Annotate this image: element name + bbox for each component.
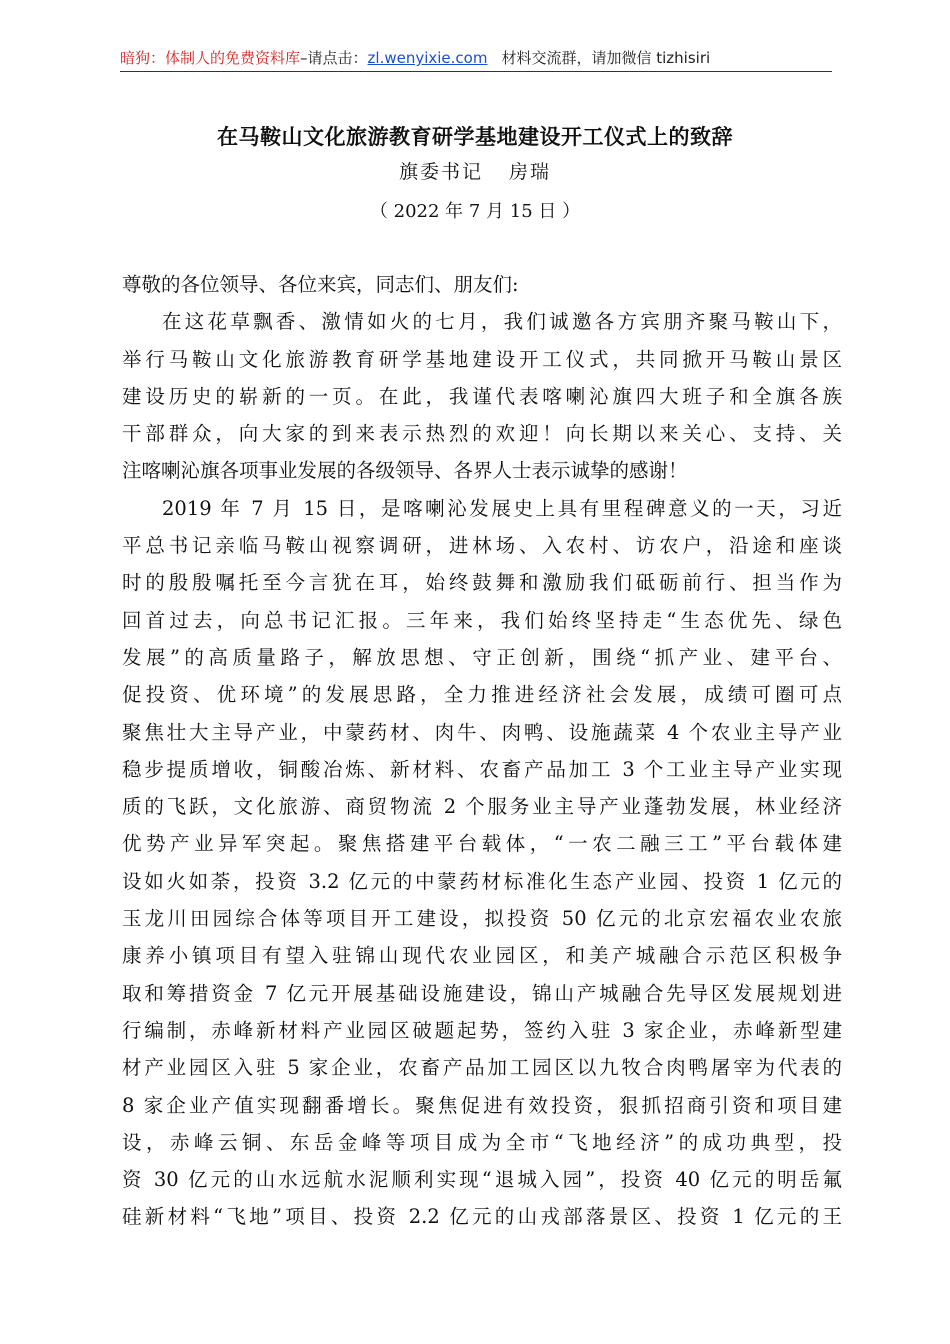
document-body — [122, 266, 842, 1236]
text-line: 建设历史的崭新的一页。在此，我谨代表喀喇沁旗四大班子和全旗各族 — [122, 384, 842, 408]
text-line: 行编制，赤峰新材料产业园区破题起势，签约入驻 3 家企业，赤峰新型建 — [122, 1018, 842, 1042]
text-line: 玉龙川田园综合体等项目开工建设，拟投资 50 亿元的北京宏福农业农旅 — [122, 907, 842, 931]
header-divider — [120, 71, 832, 72]
text-line: 回首过去，向总书记汇报。三年来，我们始终坚持走“生态优先、绿色 — [122, 608, 842, 632]
header-link[interactable]: zl.wenyixie.com — [367, 49, 488, 67]
text-line: 质的飞跃，文化旅游、商贸物流 2 个服务业主导产业蓬勃发展，林业经济 — [122, 795, 842, 819]
text-line: 平总书记亲临马鞍山视察调研，进林场、入农村、访农户，沿途和座谈 — [122, 534, 842, 558]
text-line: 取和筹措资金 7 亿元开展基础设施建设，锦山产城融合先导区发展规划进 — [122, 981, 842, 1005]
text-line: 聚焦壮大主导产业，中蒙药材、肉牛、肉鸭、设施蔬菜 4 个农业主导产业 — [122, 720, 842, 744]
author-name: 房瑞 — [509, 161, 552, 183]
text-line: 干部群众，向大家的到来表示热烈的欢迎！向长期以来关心、支持、关 — [122, 422, 842, 446]
header-prompt: –请点击： — [300, 49, 368, 67]
author-role: 旗委书记 — [398, 161, 483, 183]
page-header — [120, 46, 832, 70]
text-line: 资 30 亿元的山水远航水泥顺利实现“退城入园”，投资 40 亿元的明岳氟 — [122, 1168, 842, 1192]
text-line: 注喀喇沁旗各项事业发展的各级领导、各界人士表示诚挚的感谢！ — [122, 459, 688, 483]
document-author — [0, 156, 950, 188]
text-line: 优势产业异军突起。聚焦搭建平台载体，“一农二融三工”平台载体建 — [122, 832, 842, 856]
text-line: 设如火如荼，投资 3.2 亿元的中蒙药材标准化生态产业园、投资 1 亿元的 — [122, 869, 842, 893]
document-title: 在马鞍山文化旅游教育研学基地建设开工仪式上的致辞 — [217, 124, 733, 149]
header-group-note: 材料交流群，请加微信 tizhisiri — [501, 49, 711, 67]
text-line: 举行马鞍山文化旅游教育研学基地建设开工仪式，共同掀开马鞍山景区 — [122, 347, 842, 371]
text-line: 发展”的高质量路子，解放思想、守正创新，围绕“抓产业、建平台、 — [122, 645, 842, 669]
text-line: 8 家企业产值实现翻番增长。聚焦促进有效投资，狠抓招商引资和项目建 — [122, 1093, 842, 1117]
text-line: 康养小镇项目有望入驻锦山现代农业园区，和美产城融合示范区积极争 — [122, 944, 842, 968]
text-line: 设，赤峰云铜、东岳金峰等项目成为全市“飞地经济”的成功典型，投 — [122, 1130, 842, 1154]
text-line: 促投资、优环境”的发展思路，全力推进经济社会发展，成绩可圈可点 — [122, 683, 842, 707]
text-line: 硅新材料“飞地”项目、投资 2.2 亿元的山戎部落景区、投资 1 亿元的王 — [122, 1205, 842, 1229]
salutation: 尊敬的各位领导、各位来宾，同志们、朋友们: — [122, 273, 519, 296]
text-line: 2019 年 7 月 15 日，是喀喇沁发展史上具有里程碑意义的一天，习近 — [162, 496, 842, 520]
text-line: 时的殷殷嘱托至今言犹在耳，始终鼓舞和激励我们砥砺前行、担当作为 — [122, 571, 842, 595]
text-line: 材产业园区入驻 5 家企业，农畜产品加工园区以九牧合肉鸭屠宰为代表的 — [122, 1056, 842, 1080]
text-line: 在这花草飘香、激情如火的七月，我们诚邀各方宾朋齐聚马鞍山下， — [162, 310, 842, 334]
header-brand: 暗狗：体制人的免费资料库 — [120, 49, 301, 67]
text-line: 稳步提质增收，铜酸冶炼、新材料、农畜产品加工 3 个工业主导产业实现 — [122, 757, 842, 781]
document-date: （ 2022 年 7 月 15 日 ） — [369, 201, 581, 222]
